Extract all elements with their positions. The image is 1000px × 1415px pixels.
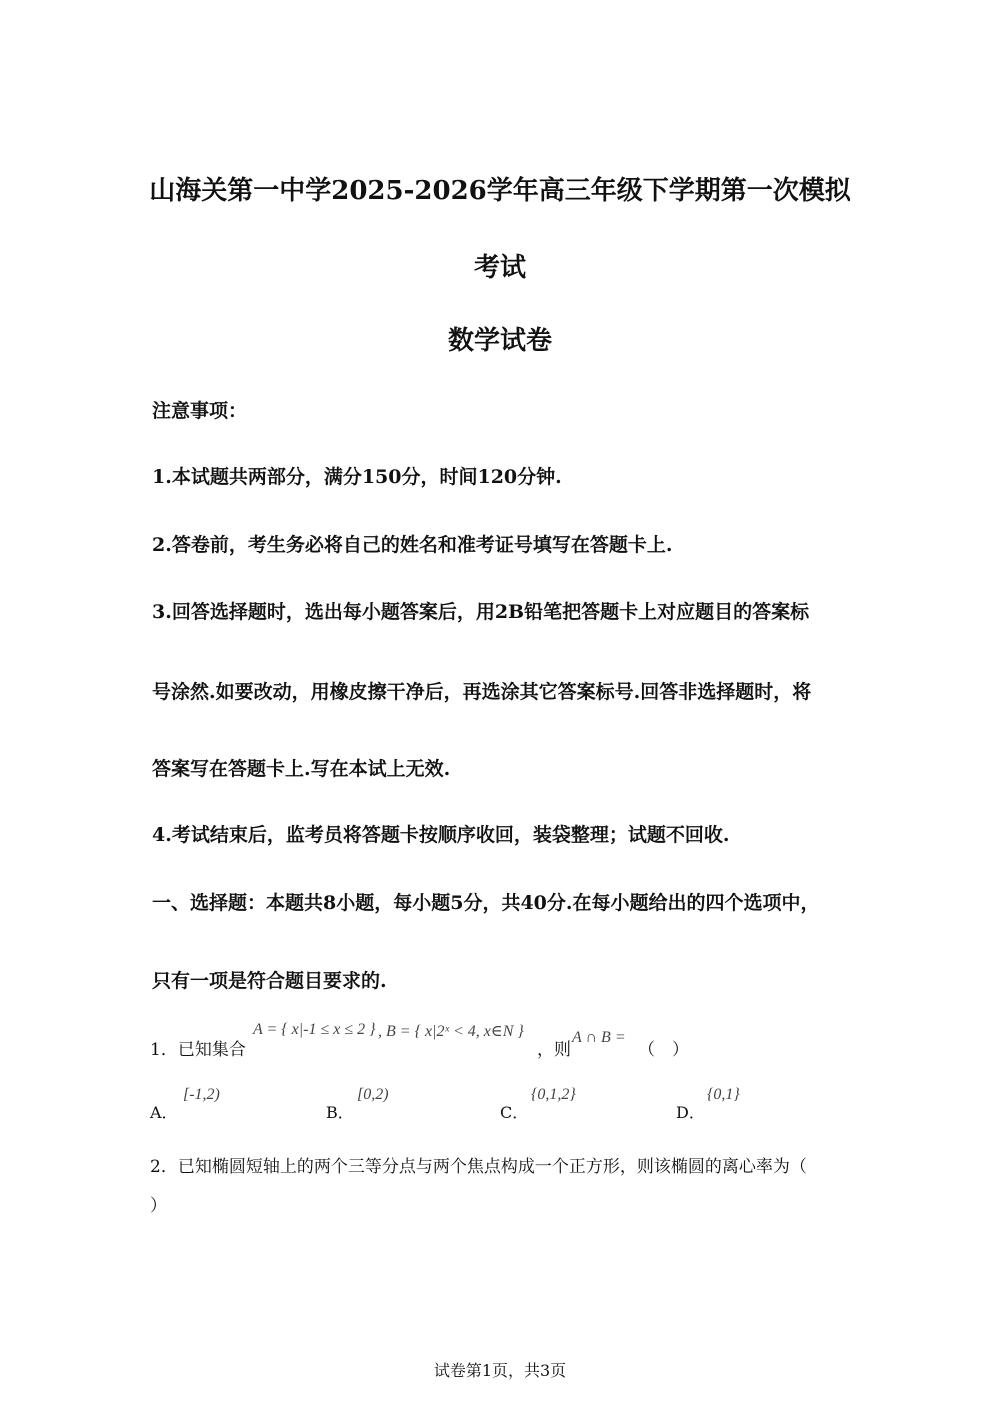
question-1-blank: （ ） xyxy=(638,1040,689,1060)
question-1-set-a: A = { x|-1 ≤ x ≤ 2 } xyxy=(253,1021,376,1038)
notice-item: 答案写在答题卡上.写在本试上无效. xyxy=(152,758,451,780)
notice-heading: 注意事项： xyxy=(152,400,248,422)
option-a-value: [-1,2) xyxy=(183,1086,220,1103)
question-1-expression: A ∩ B = xyxy=(572,1029,626,1046)
exam-title-line1: 山海关第一中学2025-2026学年高三年级下学期第一次模拟 xyxy=(149,176,851,206)
notice-item: 3.回答选择题时，选出每小题答案后，用2B铅笔把答题卡上对应题目的答案标 xyxy=(152,601,810,623)
option-c-value: {0,1,2} xyxy=(531,1086,576,1103)
option-b-label: B． xyxy=(326,1103,354,1122)
question-1-prefix: 1．已知集合 xyxy=(150,1040,246,1060)
notice-item: 4.考试结束后，监考员将答题卡按顺序收回，装袋整理；试题不回收. xyxy=(152,824,730,846)
option-b-value: [0,2) xyxy=(357,1086,389,1103)
option-a-label: A． xyxy=(150,1103,178,1122)
exam-subtitle: 数学试卷 xyxy=(447,326,552,356)
question-1-set-b: , B = { x|2ˣ < 4, x∈N } xyxy=(378,1023,524,1040)
notice-item: 2.答卷前，考生务必将自己的姓名和准考证号填写在答题卡上. xyxy=(152,534,673,556)
option-d-value: {0,1} xyxy=(707,1086,740,1103)
section-instruction: 只有一项是符合题目要求的. xyxy=(152,970,387,992)
section-heading: 一、选择题：本题共8小题，每小题5分，共40分.在每小题给出的四个选项中， xyxy=(152,892,820,914)
question-1-then: ，则 xyxy=(537,1040,571,1060)
notice-item: 号涂然.如要改动，用橡皮擦干净后，再选涂其它答案标号.回答非选择题时，将 xyxy=(152,681,812,703)
option-c-label: C． xyxy=(500,1103,529,1122)
page-footer: 试卷第1页，共3页 xyxy=(433,1361,567,1380)
exam-title-line2: 考试 xyxy=(473,253,526,283)
question-2-text: 2．已知椭圆短轴上的两个三等分点与两个焦点构成一个正方形，则该椭圆的离心率为（ xyxy=(150,1157,807,1177)
notice-item: 1.本试题共两部分，满分150分，时间120分钟. xyxy=(152,466,562,488)
question-2-text-continued: ） xyxy=(150,1196,167,1216)
option-d-label: D． xyxy=(676,1103,705,1122)
